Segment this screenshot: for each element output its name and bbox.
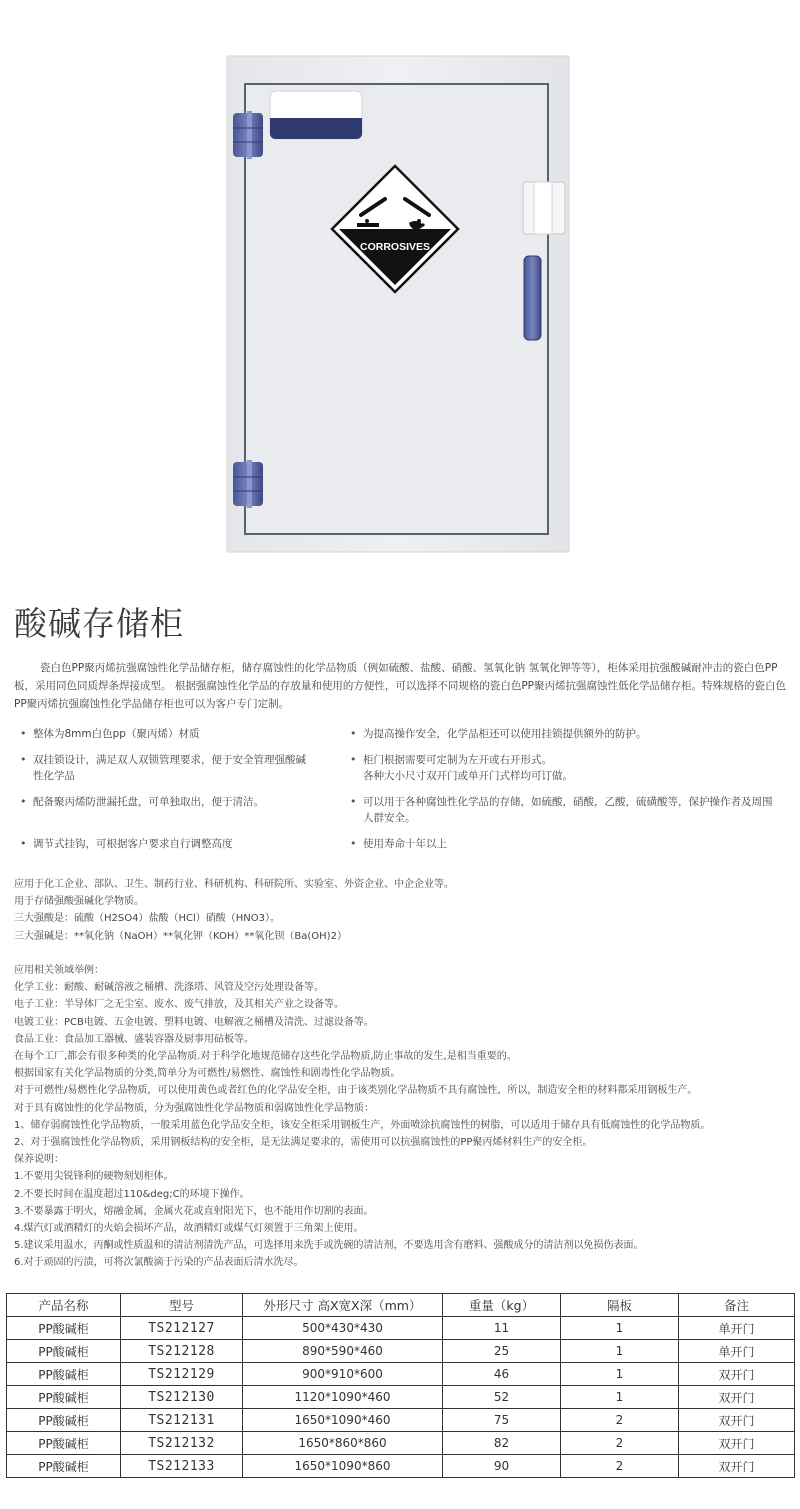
table-header-row <box>7 1294 795 1317</box>
table-row <box>7 1455 795 1478</box>
usage-line: 三大强酸是：硫酸（H2SO4）盐酸（HCl）硝酸（HNO3）。 <box>14 913 280 925</box>
table-cell: 900*910*600 <box>243 1363 443 1386</box>
usage-line: 应用于化工企业、部队、卫生、制药行业、科研机构、科研院所、实验室、外资企业、中企企业等。 <box>14 879 454 890</box>
table-cell: TS212129 <box>121 1363 243 1386</box>
header-cell: 隔板 <box>561 1294 679 1317</box>
usage-line: 用于存储强酸强碱化学物质。 <box>14 896 144 908</box>
product-image <box>0 0 800 580</box>
table-cell: TS212127 <box>121 1317 243 1340</box>
top-hinge <box>233 111 263 159</box>
detail-line: 2、对于强腐蚀性化学品物质，采用钢板结构的安全柜，是无法满足要求的，需使用可以抗强腐蚀性的PP聚丙烯材料生产的安全柜。 <box>14 1137 593 1149</box>
table-cell: PP酸碱柜 <box>7 1432 121 1455</box>
detail-line: 保养说明： <box>14 1154 64 1166</box>
table-cell: 2 <box>561 1409 679 1432</box>
header-cell: 产品名称 <box>7 1294 121 1317</box>
details-section <box>14 962 790 1272</box>
table-cell: 1 <box>561 1363 679 1386</box>
table-cell: PP酸碱柜 <box>7 1455 121 1478</box>
table-cell: TS212130 <box>121 1386 243 1409</box>
table-cell: 890*590*460 <box>243 1340 443 1363</box>
table-cell: PP酸碱柜 <box>7 1386 121 1409</box>
feature-item: • 调节式挂钩，可根据客户要求自行调整高度 <box>14 836 334 852</box>
spec-table <box>6 1293 795 1478</box>
detail-line: 5.建议采用温水，丙酮或性质温和的清洁剂清洗产品，可选择用来洗手或洗碗的清洁剂，不要选用含有磨料、强酸成分的清洁剂以免损伤表面。 <box>14 1240 644 1252</box>
page-title: 酸碱存储柜 <box>14 604 184 643</box>
table-row <box>7 1363 795 1386</box>
usage-section <box>14 876 790 945</box>
header-cell: 型号 <box>121 1294 243 1317</box>
table-cell: PP酸碱柜 <box>7 1363 121 1386</box>
table-cell: 双开门 <box>679 1363 795 1386</box>
table-cell: 双开门 <box>679 1409 795 1432</box>
detail-line: 电镀工业：PCB电镀、五金电镀、塑料电镀、电解液之桶槽及清洗、过滤设备等。 <box>14 1016 374 1028</box>
table-cell: 90 <box>443 1455 561 1478</box>
table-cell: 52 <box>443 1386 561 1409</box>
feature-item: • 为提高操作安全，化学品柜还可以使用挂锁提供额外的防护。 <box>344 726 790 742</box>
detail-line: 对于可燃性/易燃性化学品物质，可以使用黄色或者红色的化学品安全柜，由于该类别化学品物质不具有腐蚀性，所以，制造安全柜的材料都采用钢板生产。 <box>14 1085 698 1097</box>
table-cell: PP酸碱柜 <box>7 1409 121 1432</box>
detail-line: 化学工业：耐酸、耐碱溶液之桶槽、洗涤塔、风管及空污处理设备等。 <box>14 982 324 994</box>
table-cell: 双开门 <box>679 1455 795 1478</box>
header-cell: 外形尺寸 高X宽X深（mm） <box>243 1294 443 1317</box>
feature-item: • 双挂锁设计，满足双人双锁管理要求，便于安全管理强酸碱 性化学品 <box>14 752 334 784</box>
table-cell: 82 <box>443 1432 561 1455</box>
table-cell: 11 <box>443 1317 561 1340</box>
table-cell: 1 <box>561 1317 679 1340</box>
table-cell: 1 <box>561 1386 679 1409</box>
detail-line: 对于具有腐蚀性的化学品物质，分为强腐蚀性化学品物质和弱腐蚀性化学品物质： <box>14 1102 374 1114</box>
table-cell: 1120*1090*460 <box>243 1386 443 1409</box>
feature-item: • 整体为8mm白色pp（聚丙烯）材质 <box>14 726 334 742</box>
table-cell: 46 <box>443 1363 561 1386</box>
label-holder-bottom <box>270 118 362 139</box>
door-latch <box>523 182 565 234</box>
sign-text: CORROSIVES <box>359 241 431 253</box>
table-cell: 25 <box>443 1340 561 1363</box>
table-cell: 1 <box>561 1340 679 1363</box>
table-cell: TS212128 <box>121 1340 243 1363</box>
door-handle <box>524 256 541 340</box>
table-cell: 2 <box>561 1432 679 1455</box>
table-row <box>7 1409 795 1432</box>
table-cell: 双开门 <box>679 1432 795 1455</box>
table-cell: 单开门 <box>679 1340 795 1363</box>
feature-item: • 配备聚丙烯防泄漏托盘，可单独取出，便于清洁。 <box>14 794 334 810</box>
cabinet-illustration <box>0 0 800 580</box>
table-cell: 1650*1090*860 <box>243 1455 443 1478</box>
usage-line: 三大强碱是：**氧化钠（NaOH）**氧化钾（KOH）**氧化钡（Ba(OH)2） <box>14 930 347 942</box>
table-row <box>7 1432 795 1455</box>
detail-line: 应用相关领域举例： <box>14 965 104 976</box>
bottom-hinge <box>233 460 263 508</box>
table-cell: TS212131 <box>121 1409 243 1432</box>
table-row <box>7 1340 795 1363</box>
table-cell: PP酸碱柜 <box>7 1317 121 1340</box>
detail-line: 2.不要长时间在温度超过110&deg;C的环境下操作。 <box>14 1188 250 1200</box>
feature-item: • 使用寿命十年以上 <box>344 836 790 852</box>
table-cell: 双开门 <box>679 1386 795 1409</box>
table-cell: 1650*860*860 <box>243 1432 443 1455</box>
detail-line: 食品工业：食品加工器械、盛装容器及厨事用砧板等。 <box>14 1033 254 1045</box>
detail-line: 在每个工厂,都会有很多种类的化学品物质.对于科学化地规范储存这些化学品物质,防止事故的发生,是相当重要的。 <box>14 1051 517 1063</box>
header-cell: 重量（kg） <box>443 1294 561 1317</box>
feature-item: • 柜门根据需要可定制为左开或右开形式。 各种大小尺寸双开门或单开门式样均可订做。 <box>344 752 790 784</box>
table-row <box>7 1386 795 1409</box>
table-cell: 75 <box>443 1409 561 1432</box>
table-row <box>7 1317 795 1340</box>
table-cell: PP酸碱柜 <box>7 1340 121 1363</box>
detail-line: 6.对于顽固的污渍，可将次氯酸滴于污染的产品表面后清水洗尽。 <box>14 1257 304 1269</box>
detail-line: 电子工业：半导体厂之无尘室、废水、废气排放，及其相关产业之设备等。 <box>14 999 344 1011</box>
header-cell: 备注 <box>679 1294 795 1317</box>
table-cell: TS212132 <box>121 1432 243 1455</box>
table-cell: 500*430*430 <box>243 1317 443 1340</box>
detail-line: 根据国家有关化学品物质的分类,简单分为可燃性/易燃性、腐蚀性和剧毒性化学品物质。 <box>14 1068 401 1080</box>
table-cell: 1650*1090*460 <box>243 1409 443 1432</box>
table-cell: TS212133 <box>121 1455 243 1478</box>
table-cell: 2 <box>561 1455 679 1478</box>
intro-paragraph: 瓷白色PP聚丙烯抗强腐蚀性化学品储存柜，储存腐蚀性的化学品物质（例如硫酸、盐酸、硝酸、氢氧化钠 氢氧化钾等等），柜体采用抗强酸碱耐冲击的瓷白色PP板，采用同色同质焊条焊接成型。 根据强腐蚀性化学品的存放量和使用的方便性，可以选择不同规格的瓷白色PP聚丙烯抗强腐蚀性低化学品储存柜。特殊规格的瓷白色PP聚丙烯抗强腐蚀性化学品储存柜也可以为客户专门定制。 <box>14 662 786 710</box>
detail-line: 4.煤汽灯或酒精灯的火焰会损坏产品，故酒精灯或煤气灯须置于三角架上使用。 <box>14 1223 364 1235</box>
table-cell: 单开门 <box>679 1317 795 1340</box>
detail-line: 1.不要用尖锐锋利的硬物刻划柜体。 <box>14 1171 174 1183</box>
cabinet-door <box>245 84 548 534</box>
detail-line: 3.不要暴露于明火，熔融金属，金属火花或直射阳光下，也不能用作切割的表面。 <box>14 1205 374 1217</box>
feature-item: • 可以用于各种腐蚀性化学品的存储，如硫酸，硝酸，乙酸，硫磺酸等，保护操作者及周围 人群安全。 <box>344 794 790 826</box>
detail-line: 1、储存弱腐蚀性化学品物质，一般采用蓝色化学品安全柜，该安全柜采用钢板生产，外面喷涂抗腐蚀性的树脂，可以适用于储存具有低腐蚀性的化学品物质。 <box>14 1119 711 1131</box>
